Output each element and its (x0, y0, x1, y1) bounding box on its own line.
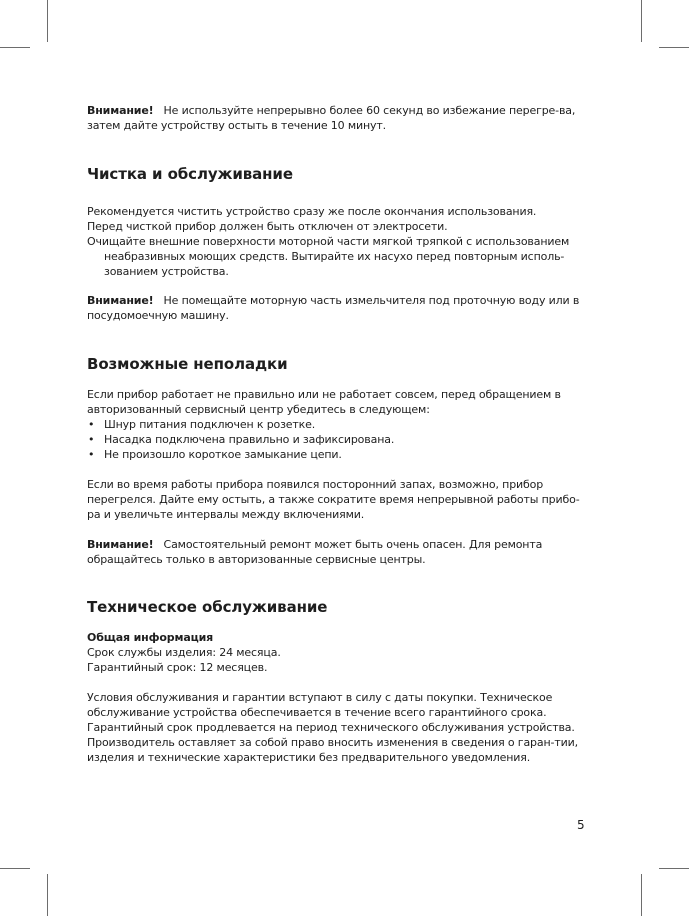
warning-overheat (87, 103, 592, 133)
list-item: • Шнур питания подключен к розетке. (88, 418, 316, 431)
section-title-troubleshooting: Возможные неполадки (87, 355, 288, 373)
crop-mark (659, 47, 689, 48)
bullet-icon: • (88, 448, 95, 461)
crop-mark (0, 47, 30, 48)
cleaning-line-1: Рекомендуется чистить устройство сразу же после окончания использования. (87, 205, 537, 218)
crop-mark (47, 874, 48, 916)
service-subtitle: Общая информация (87, 631, 214, 644)
bullet-icon: • (88, 433, 95, 446)
crop-mark (659, 868, 689, 869)
crop-mark (0, 868, 30, 869)
list-item: • Не произошло короткое замыкание цепи. (88, 448, 342, 461)
crop-mark (641, 0, 642, 42)
service-warranty: Гарантийный срок: 12 месяцев. (87, 661, 268, 674)
warning-label: Внимание! (87, 294, 154, 307)
checklist (87, 417, 592, 462)
service-conditions: Условия обслуживания и гарантии вступают в силу с даты покупки. Техническое обслуживание устройства обеспечивается в течение всего гарантийного срока. Гарантийный срок продлевается на период технического обслуживания устройства. Производитель оставляет за собой право вносить изменения в сведения о гаран-тии, изделия и технические характеристики без предварительного уведомления. (87, 691, 578, 764)
cleaning-line-3: Очищайте внешние поверхности моторной части мягкой тряпкой с использованием неабразивных моющих средств. Вытирайте их насухо перед повторным исполь-зованием устройства. (87, 235, 570, 278)
warning-repair (87, 537, 592, 567)
crop-mark (641, 874, 642, 916)
crop-mark (47, 0, 48, 42)
page-number: 5 (577, 818, 585, 832)
warning-label: Внимание! (87, 104, 154, 117)
warning-text: Самостоятельный ремонт может быть очень опасен. Для ремонта обращайтесь только в авторизованные сервисные центры. (87, 538, 543, 566)
troubleshooting-smell: Если во время работы прибора появился посторонний запах, возможно, прибор перегрелся. Дайте ему остыть, а также сократите время непрерывной работы прибо-ра и увеличьте интервалы между включениями. (87, 478, 580, 521)
service-life: Срок службы изделия: 24 месяца. (87, 646, 281, 659)
warning-label: Внимание! (87, 538, 154, 551)
bullet-icon: • (88, 418, 95, 431)
warning-water (87, 293, 592, 323)
troubleshooting-intro: Если прибор работает не правильно или не работает совсем, перед обращением в авторизованный сервисный центр убедитесь в следующем: (87, 388, 561, 416)
warning-text: Не используйте непрерывно более 60 секунд во избежание перегре-ва, затем дайте устройству остыть в течение 10 минут. (87, 104, 576, 132)
section-title-service: Техническое обслуживание (87, 598, 328, 616)
page-content (87, 103, 592, 765)
cleaning-line-2: Перед чисткой прибор должен быть отключен от электросети. (87, 220, 448, 233)
warning-text: Не помещайте моторную часть измельчителя под проточную воду или в посудомоечную машину. (87, 294, 580, 322)
list-item: • Насадка подключена правильно и зафиксирована. (88, 433, 395, 446)
section-title-cleaning: Чистка и обслуживание (87, 165, 293, 183)
